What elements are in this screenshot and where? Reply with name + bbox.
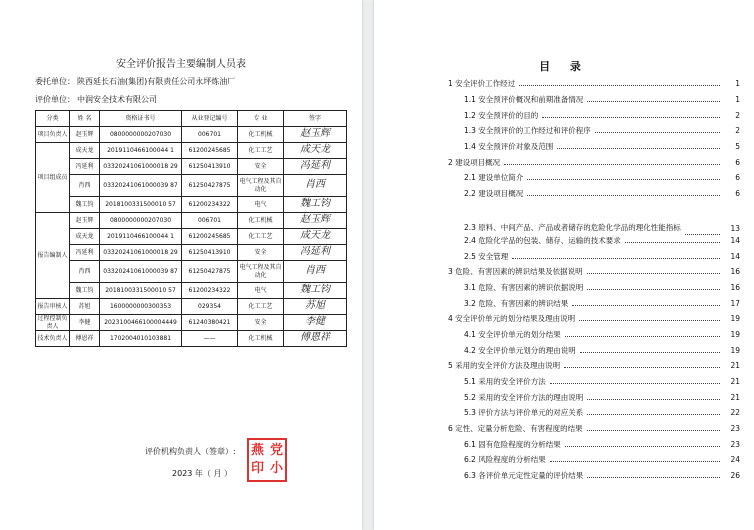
table-row <box>36 229 347 245</box>
name-cell: 肖西 <box>70 261 100 283</box>
name-cell: 肖西 <box>70 175 100 197</box>
toc-leader-dots <box>579 320 720 321</box>
header-category: 分类 <box>36 111 70 127</box>
toc-leader-dots <box>625 242 720 243</box>
toc-leader-dots <box>595 132 720 133</box>
handwritten-signature: 李健 <box>305 316 325 328</box>
toc-entry[interactable] <box>448 374 740 390</box>
reg-cell: 61250413910 <box>182 159 238 175</box>
toc-entry-page: 23 <box>730 424 740 434</box>
toc-entry[interactable] <box>448 248 740 264</box>
toc-entry-page: 1 <box>735 79 740 89</box>
major-cell: 安全 <box>238 315 284 331</box>
toc-leader-dots <box>587 289 720 290</box>
toc-entry-label: 4.1 安全评价单元的划分结果 <box>448 329 563 340</box>
seal-char: 党 <box>269 443 283 458</box>
staff-table-page <box>0 0 362 530</box>
toc-entry[interactable] <box>448 154 740 170</box>
toc-entry-label: 2 建设项目概况 <box>448 157 501 167</box>
toc-leader-dots <box>512 258 720 259</box>
toc-entry-label: 1.2 安全预评价的目的 <box>448 110 540 121</box>
category-cell: 过程控制负责人 <box>37 315 68 330</box>
toc-entry[interactable] <box>448 280 740 296</box>
toc-entry-page: 19 <box>730 345 740 355</box>
major-cell: 化工机械 <box>238 127 284 143</box>
table-row <box>36 299 347 315</box>
table-row <box>36 261 347 283</box>
toc-entry-page: 6 <box>735 173 740 183</box>
toc-entry-page: 6 <box>735 157 740 167</box>
seal-char: 小 <box>269 461 283 476</box>
toc-entry-label: 2.1 建设单位简介 <box>448 172 525 183</box>
client-line <box>35 76 235 87</box>
table-row <box>36 159 347 175</box>
toc-leader-dots <box>550 461 720 462</box>
toc-entry[interactable] <box>448 202 740 233</box>
cert-cell: 03320241061000018 29 <box>100 245 182 261</box>
toc-entry[interactable] <box>448 327 740 343</box>
toc-entry-page: 16 <box>730 267 740 277</box>
category-cell: 项目负责人 <box>36 127 70 143</box>
toc-entry[interactable] <box>448 123 740 139</box>
toc-entry[interactable] <box>448 170 740 186</box>
handwritten-signature: 成天龙 <box>300 144 330 156</box>
toc-leader-dots <box>572 305 720 306</box>
org-head-sign-line: 评价机构负责人（签章）: <box>145 447 236 456</box>
toc-entry[interactable] <box>448 452 740 468</box>
major-cell: 电气 <box>238 283 284 299</box>
cert-cell: 03320241061000039 87 <box>100 175 182 197</box>
seal-char: 燕 <box>251 443 265 458</box>
toc-entry-page: 23 <box>730 439 740 449</box>
header-name: 姓 名 <box>70 111 100 127</box>
handwritten-signature: 傅恩祥 <box>300 332 330 344</box>
table-row <box>36 197 347 213</box>
cert-cell: 1702004010103881 <box>100 331 182 347</box>
cert-cell: 1600000000300353 <box>100 299 182 315</box>
toc-entry-label: 4 安全评价单元的划分结果及理由说明 <box>448 314 576 324</box>
toc-entry-label: 5.2 采用的安全评价方法的理由说明 <box>448 392 585 403</box>
seal-char: 印 <box>251 461 265 476</box>
handwritten-signature: 肖西 <box>305 179 325 191</box>
major-cell: 化工机械 <box>238 331 284 347</box>
handwritten-signature: 赵玉辉 <box>300 128 330 140</box>
toc-entry-page: 19 <box>730 329 740 339</box>
reg-cell: 006701 <box>182 213 238 229</box>
toc-leader-dots <box>527 195 720 196</box>
header-major: 专 业 <box>238 111 284 127</box>
category-cell: 项目组成员 <box>36 143 70 213</box>
name-cell: 赵玉辉 <box>70 127 100 143</box>
toc-entry-page: 1 <box>735 95 740 105</box>
toc-entry-page: 14 <box>730 251 740 261</box>
toc-entry-page: 6 <box>735 189 740 199</box>
toc-entry-page: 19 <box>730 314 740 324</box>
reg-cell: 61200234322 <box>182 283 238 299</box>
reg-cell: 61250427875 <box>182 261 238 283</box>
signature-cell <box>284 159 347 175</box>
category-cell: 报告审核人 <box>36 299 70 315</box>
major-cell: 化工工艺 <box>238 299 284 315</box>
toc-leader-dots <box>587 101 720 102</box>
table-row <box>36 245 347 261</box>
reg-cell: 61200234322 <box>182 197 238 213</box>
toc-entry-page: 5 <box>735 142 740 152</box>
toc-entry-label: 6.3 各评价单元定性定量的评价结果 <box>448 470 585 481</box>
toc-entry-label: 6.1 固有危险程度的分析结果 <box>448 439 563 450</box>
toc-list <box>448 76 740 484</box>
table-row <box>36 143 347 159</box>
reg-cell: 006701 <box>182 127 238 143</box>
toc-entry[interactable] <box>448 389 740 405</box>
toc-entry[interactable] <box>448 139 740 155</box>
toc-entry-page: 24 <box>730 455 740 465</box>
signature-cell <box>284 283 347 299</box>
toc-entry-label: 1 安全评价工作经过 <box>448 79 516 89</box>
toc-leader-dots <box>565 446 720 447</box>
page-title: 安全评价报告主要编制人员表 <box>116 59 246 70</box>
org-value: 中润安全技术有限公司 <box>77 95 157 104</box>
handwritten-signature: 肖西 <box>305 265 325 277</box>
toc-leader-dots <box>527 179 720 180</box>
toc-entry-page: 17 <box>730 298 740 308</box>
toc-page <box>374 0 754 530</box>
toc-entry-label: 5.1 采用的安全评价方法 <box>448 376 548 387</box>
client-value: 陕西延长石油(集团)有限责任公司永坪炼油厂 <box>77 77 236 86</box>
toc-entry-page: 14 <box>730 235 740 245</box>
toc-leader-dots <box>587 273 720 274</box>
signature-cell <box>284 299 347 315</box>
toc-entry-page: 21 <box>730 361 740 371</box>
table-row <box>36 213 347 229</box>
signature-cell <box>284 315 347 331</box>
name-cell: 魏工钧 <box>70 283 100 299</box>
toc-entry-label: 5 采用的安全评价方法及理由说明 <box>448 361 561 371</box>
table-row <box>36 175 347 197</box>
toc-entry-page: 2 <box>735 110 740 120</box>
toc-entry-label: 6 定性、定量分析危险、有害程度的结果 <box>448 424 583 434</box>
name-cell: 冯延利 <box>70 245 100 261</box>
handwritten-signature: 成天龙 <box>300 230 330 242</box>
major-cell: 化工工艺 <box>238 143 284 159</box>
org-label: 评价单位： <box>35 95 75 104</box>
signature-cell <box>284 213 347 229</box>
reg-cell: 61200245685 <box>182 143 238 159</box>
toc-leader-dots <box>587 414 720 415</box>
toc-entry-label: 4.2 安全评价单元划分的理由说明 <box>448 345 578 356</box>
cert-cell: 0800000000207030 <box>100 213 182 229</box>
toc-leader-dots <box>587 399 720 400</box>
toc-entry-label: 1.3 安全预评价的工作经过和评价程序 <box>448 125 593 136</box>
major-cell: 化工工艺 <box>238 229 284 245</box>
name-cell: 魏工钧 <box>70 197 100 213</box>
reg-cell: 61200245685 <box>182 229 238 245</box>
cert-cell: 2018100331500010 57 <box>100 197 182 213</box>
toc-entry[interactable] <box>448 264 740 280</box>
toc-entry[interactable] <box>448 107 740 123</box>
reg-cell: 61240380421 <box>182 315 238 331</box>
header-signature: 签字 <box>284 111 347 127</box>
toc-entry-page: 21 <box>730 377 740 387</box>
cert-cell: 2023100466100004449 <box>100 315 182 331</box>
category-cell: 报告编制人 <box>36 213 70 299</box>
name-cell: 苏旭 <box>70 299 100 315</box>
signature-cell <box>284 127 347 143</box>
cert-cell: 03320241061000018 29 <box>100 159 182 175</box>
table-row <box>36 283 347 299</box>
toc-entry-page: 22 <box>730 408 740 418</box>
name-cell: 赵玉辉 <box>70 213 100 229</box>
toc-entry[interactable] <box>448 311 740 327</box>
toc-leader-dots <box>519 85 720 86</box>
toc-entry-page: 26 <box>730 471 740 481</box>
toc-entry-label: 5.3 评价方法与评价单元的对应关系 <box>448 407 585 418</box>
toc-entry[interactable] <box>448 436 740 452</box>
toc-entry-label: 3.1 危险、有害因素的辨识依据说明 <box>448 282 585 293</box>
major-cell: 电气工程及其自动化 <box>238 261 284 283</box>
toc-entry-label: 2.2 建设项目概况 <box>448 188 525 199</box>
toc-entry[interactable] <box>448 92 740 108</box>
toc-leader-dots <box>580 352 720 353</box>
reg-cell: 029354 <box>182 299 238 315</box>
toc-entry-label: 1.4 安全预评价对象及范围 <box>448 141 555 152</box>
signature-cell <box>284 331 347 347</box>
cert-cell: 03320241061000039 87 <box>100 261 182 283</box>
toc-entry[interactable] <box>448 76 740 92</box>
toc-entry[interactable] <box>448 358 740 374</box>
toc-leader-dots <box>587 430 720 431</box>
signature-cell <box>284 175 347 197</box>
toc-entry[interactable] <box>448 342 740 358</box>
toc-entry-page: 2 <box>735 126 740 136</box>
toc-entry-label: 1.1 安全预评价概况和前期准备情况 <box>448 94 585 105</box>
toc-entry-label: 3.2 危险、有害因素的辨识结果 <box>448 298 570 309</box>
header-reg: 从业登记编号 <box>182 111 238 127</box>
signature-cell <box>284 229 347 245</box>
major-cell: 安全 <box>238 245 284 261</box>
handwritten-signature: 冯延利 <box>300 246 330 258</box>
toc-entry-page: 21 <box>730 392 740 402</box>
sign-date: 2023 年（ 月 ） <box>172 469 232 478</box>
toc-leader-dots <box>504 164 720 165</box>
toc-entry[interactable] <box>448 421 740 437</box>
toc-entry-label: 3 危险、有害因素的辨识结果及依据说明 <box>448 267 583 277</box>
table-row <box>36 331 347 347</box>
signature-cell <box>284 143 347 159</box>
name-cell: 成天龙 <box>70 229 100 245</box>
toc-leader-dots <box>550 383 720 384</box>
name-cell: 傅恩祥 <box>70 331 100 347</box>
reg-cell: —— <box>182 331 238 347</box>
org-line <box>35 94 157 105</box>
toc-entry[interactable] <box>448 186 740 202</box>
toc-leader-dots <box>587 477 720 478</box>
toc-leader-dots <box>557 148 720 149</box>
header-cert: 资格证书号 <box>100 111 182 127</box>
toc-entry[interactable] <box>448 405 740 421</box>
major-cell: 电气 <box>238 197 284 213</box>
toc-entry-label: 2.4 危险化学品的包装、储存、运输的技术要求 <box>448 235 623 246</box>
table-row <box>36 315 347 331</box>
toc-entry[interactable] <box>448 233 740 249</box>
cert-cell: 2019110466100044 1 <box>100 143 182 159</box>
official-seal <box>247 438 287 482</box>
toc-title: 目 录 <box>539 60 589 73</box>
table-row <box>36 127 347 143</box>
client-label: 委托单位： <box>35 77 75 86</box>
handwritten-signature: 魏工钧 <box>300 198 330 210</box>
cert-cell: 2019110466100044 1 <box>100 229 182 245</box>
major-cell: 化工机械 <box>238 213 284 229</box>
toc-entry-label: 2.3 原料、中间产品、产品或者储存的危险化学品的理化性能指标 <box>448 222 683 233</box>
toc-entry[interactable] <box>448 468 740 484</box>
reg-cell: 61250427875 <box>182 175 238 197</box>
toc-entry-page: 16 <box>730 282 740 292</box>
signature-cell <box>284 197 347 213</box>
toc-entry-label: 6.2 风险程度的分析结果 <box>448 454 548 465</box>
toc-entry-page: 13 <box>730 223 740 233</box>
handwritten-signature: 冯延利 <box>300 160 330 172</box>
toc-leader-dots <box>564 367 720 368</box>
major-cell: 电气工程及其自动化 <box>238 175 284 197</box>
cert-cell: 0800000000207030 <box>100 127 182 143</box>
name-cell: 成天龙 <box>70 143 100 159</box>
name-cell: 李健 <box>70 315 100 331</box>
handwritten-signature: 赵玉辉 <box>300 214 330 226</box>
signature-cell <box>284 245 347 261</box>
reg-cell: 61250413910 <box>182 245 238 261</box>
category-cell: 技术负责人 <box>36 331 70 347</box>
major-cell: 安全 <box>238 159 284 175</box>
handwritten-signature: 苏旭 <box>305 300 325 312</box>
signature-cell <box>284 261 347 283</box>
cert-cell: 2018100331500010 57 <box>100 283 182 299</box>
toc-leader-dots <box>542 117 720 118</box>
handwritten-signature: 魏工钧 <box>300 284 330 296</box>
name-cell: 冯延利 <box>70 159 100 175</box>
staff-table <box>35 110 347 347</box>
toc-leader-dots <box>565 336 720 337</box>
toc-entry-label: 2.5 安全管理 <box>448 251 510 262</box>
toc-entry[interactable] <box>448 295 740 311</box>
